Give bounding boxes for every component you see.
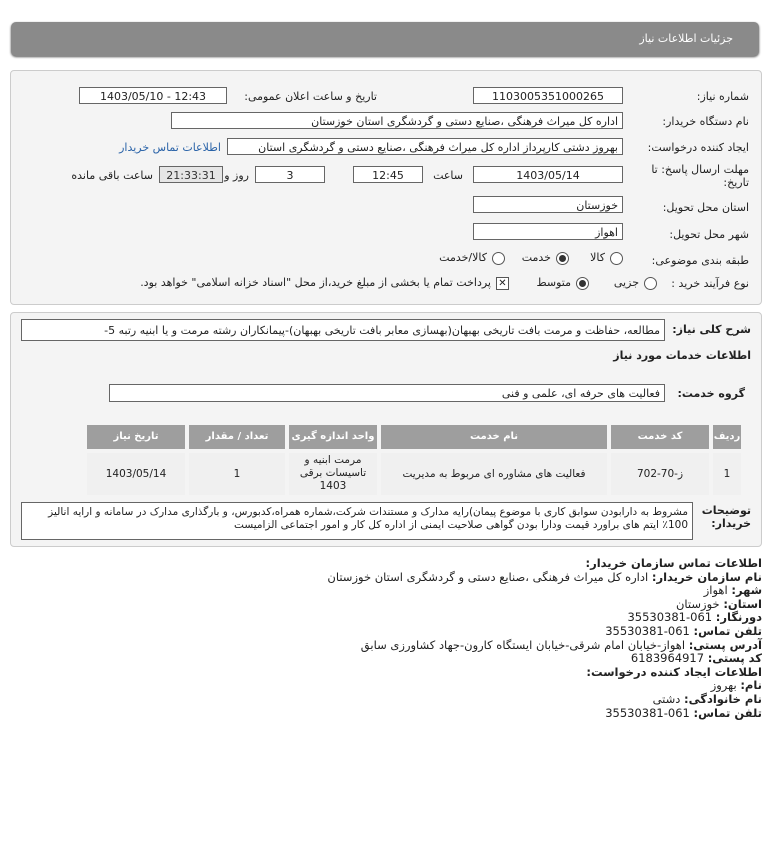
contact-postal: 6183964917 [630,651,705,666]
process-radio-minor[interactable] [644,277,657,290]
treasury-payment-checkbox[interactable]: ✕ [496,277,509,290]
province-label: استان محل تحویل: [662,201,749,214]
contact-province: خوزستان [675,596,720,611]
contact-heading: اطلاعات تماس سازمان خریدار: [585,556,762,570]
creator-label: ایجاد کننده درخواست: [647,141,749,154]
days-field: 3 [255,166,325,183]
city-field: اهواز [473,223,623,240]
need-number-field: 1103005351000265 [473,87,623,104]
days-label: روز و [224,169,249,182]
creator-family: دشتی [652,691,681,706]
buyer-contact-link[interactable]: اطلاعات تماس خریدار [119,141,221,154]
remaining-time-field: 21:33:31 [159,166,223,183]
col-header-code: کد خدمت [611,425,709,449]
creator-phone-label: تلفن تماس: [693,705,762,720]
buyer-notes-field: مشروط به دارابودن سوابق کاری با موضوع پیمان)رایه مدارک و مستندات شرکت،شماره همراه،کدبورس، و بارگذاری مدارک در سامانه و ارایه انالیز 100٪ ایتم های براورد قیمت ودارا بودن گواهی صلاحیت ایمنی از اداره کل کار و امور اجتماعی الزامیست [21,502,693,540]
contact-city: اهواز [703,583,728,598]
time-label: ساعت [433,169,463,182]
creator-phone: 061-35530381 [605,705,690,720]
category-option-goods-service: کالا/خدمت [439,251,487,264]
category-radio-service[interactable] [556,252,569,265]
creator-family-label: نام خانوادگی: [684,691,762,706]
process-option-medium: متوسط [536,276,571,289]
creator-name-label: نام: [740,678,762,693]
notes-label: توضیحات خریدار: [701,504,751,530]
contact-address: اهواز-خیابان امام شرقی-خیابان ایستگاه کارون-جهاد کشاورزی سابق [360,637,686,652]
city-label: شهر محل تحویل: [669,228,749,241]
process-option-minor: جزیی [613,276,639,289]
category-radio-goods-service[interactable] [492,252,505,265]
payment-note: پرداخت تمام یا بخشی از مبلغ خرید،از محل "اسناد خزانه اسلامی" خواهد بود. [140,276,491,289]
contact-phone-label: تلفن تماس: [693,623,762,638]
announce-date-field: 1403/05/10 - 12:43 [79,87,227,104]
contact-org-label: نام سازمان خریدار: [651,569,762,584]
col-header-row: ردیف [713,425,741,449]
category-option-service: خدمت [521,251,551,264]
services-heading: اطلاعات خدمات مورد نیاز [613,349,751,362]
service-group-field: فعالیت های حرفه ای، علمی و فنی [109,384,665,402]
buyer-org-label: نام دستگاه خریدار: [662,115,749,128]
province-field: خوزستان [473,196,623,213]
contact-city-label: شهر: [731,583,762,598]
category-option-goods: کالا [590,251,605,264]
contact-province-label: استان: [723,596,762,611]
need-details-panel [10,312,762,547]
buyer-org-field: اداره کل میراث فرهنگی ،صنایع دستی و گردشگری استان خوزستان [171,112,623,129]
creator-heading: اطلاعات ایجاد کننده درخواست: [586,664,762,679]
col-header-date: تاریخ نیاز [87,425,185,449]
contact-postal-label: کد پستی: [707,651,762,666]
col-header-qty: تعداد / مقدار [189,425,285,449]
contact-fax: 061-35530381 [627,610,713,625]
summary-field: مطالعه، حفاظت و مرمت بافت تاریخی بهبهان(بهسازی معابر بافت تاریخی بهبهان)-پیمانکاران رشته مرمت و یا ابنیه رتبه 5- [21,319,665,341]
col-header-unit: واحد اندازه گیری [289,425,377,449]
table-cell-unit: مرمت ابنیه و تاسیسات برقی 1403 [289,453,377,495]
category-radio-goods[interactable] [610,252,623,265]
creator-name: بهروز [710,678,737,693]
service-group-label: گروه خدمت: [677,387,745,400]
table-cell-code: ز-70-702 [611,453,709,495]
contact-phone: 061-35530381 [605,623,690,638]
col-header-name: نام خدمت [381,425,607,449]
contact-org: اداره کل میراث فرهنگی ،صنایع دستی و گردشگری استان خوزستان [327,569,649,584]
buyer-contact-section [22,557,762,720]
table-cell-date: 1403/05/14 [87,453,185,495]
announce-label: تاریخ و ساعت اعلان عمومی: [244,90,377,103]
process-radio-medium[interactable] [576,277,589,290]
process-label: نوع فرآیند خرید : [671,277,749,290]
need-info-panel [10,70,762,305]
category-label: طبقه بندی موضوعی: [651,254,749,267]
deadline-time-field: 12:45 [353,166,423,183]
contact-fax-label: دورنگار: [715,610,762,625]
table-cell-qty: 1 [189,453,285,495]
need-number-label: شماره نیاز: [696,90,749,103]
page-title: جزئیات اطلاعات نیاز [639,32,733,45]
page-header-bar [11,22,759,56]
table-cell-row: 1 [713,453,741,495]
remaining-label: ساعت باقی مانده [71,169,153,182]
contact-address-label: آدرس پستی: [688,637,762,652]
creator-field: بهروز دشتی کارپرداز اداره کل میراث فرهنگی ،صنایع دستی و گردشگری استان [227,138,623,155]
table-cell-name: فعالیت های مشاوره ای مربوط به مدیریت [381,453,607,495]
deadline-date-field: 1403/05/14 [473,166,623,183]
summary-label: شرح کلی نیاز: [672,323,751,336]
deadline-label: مهلت ارسال پاسخ: تا تاریخ: [651,163,749,189]
